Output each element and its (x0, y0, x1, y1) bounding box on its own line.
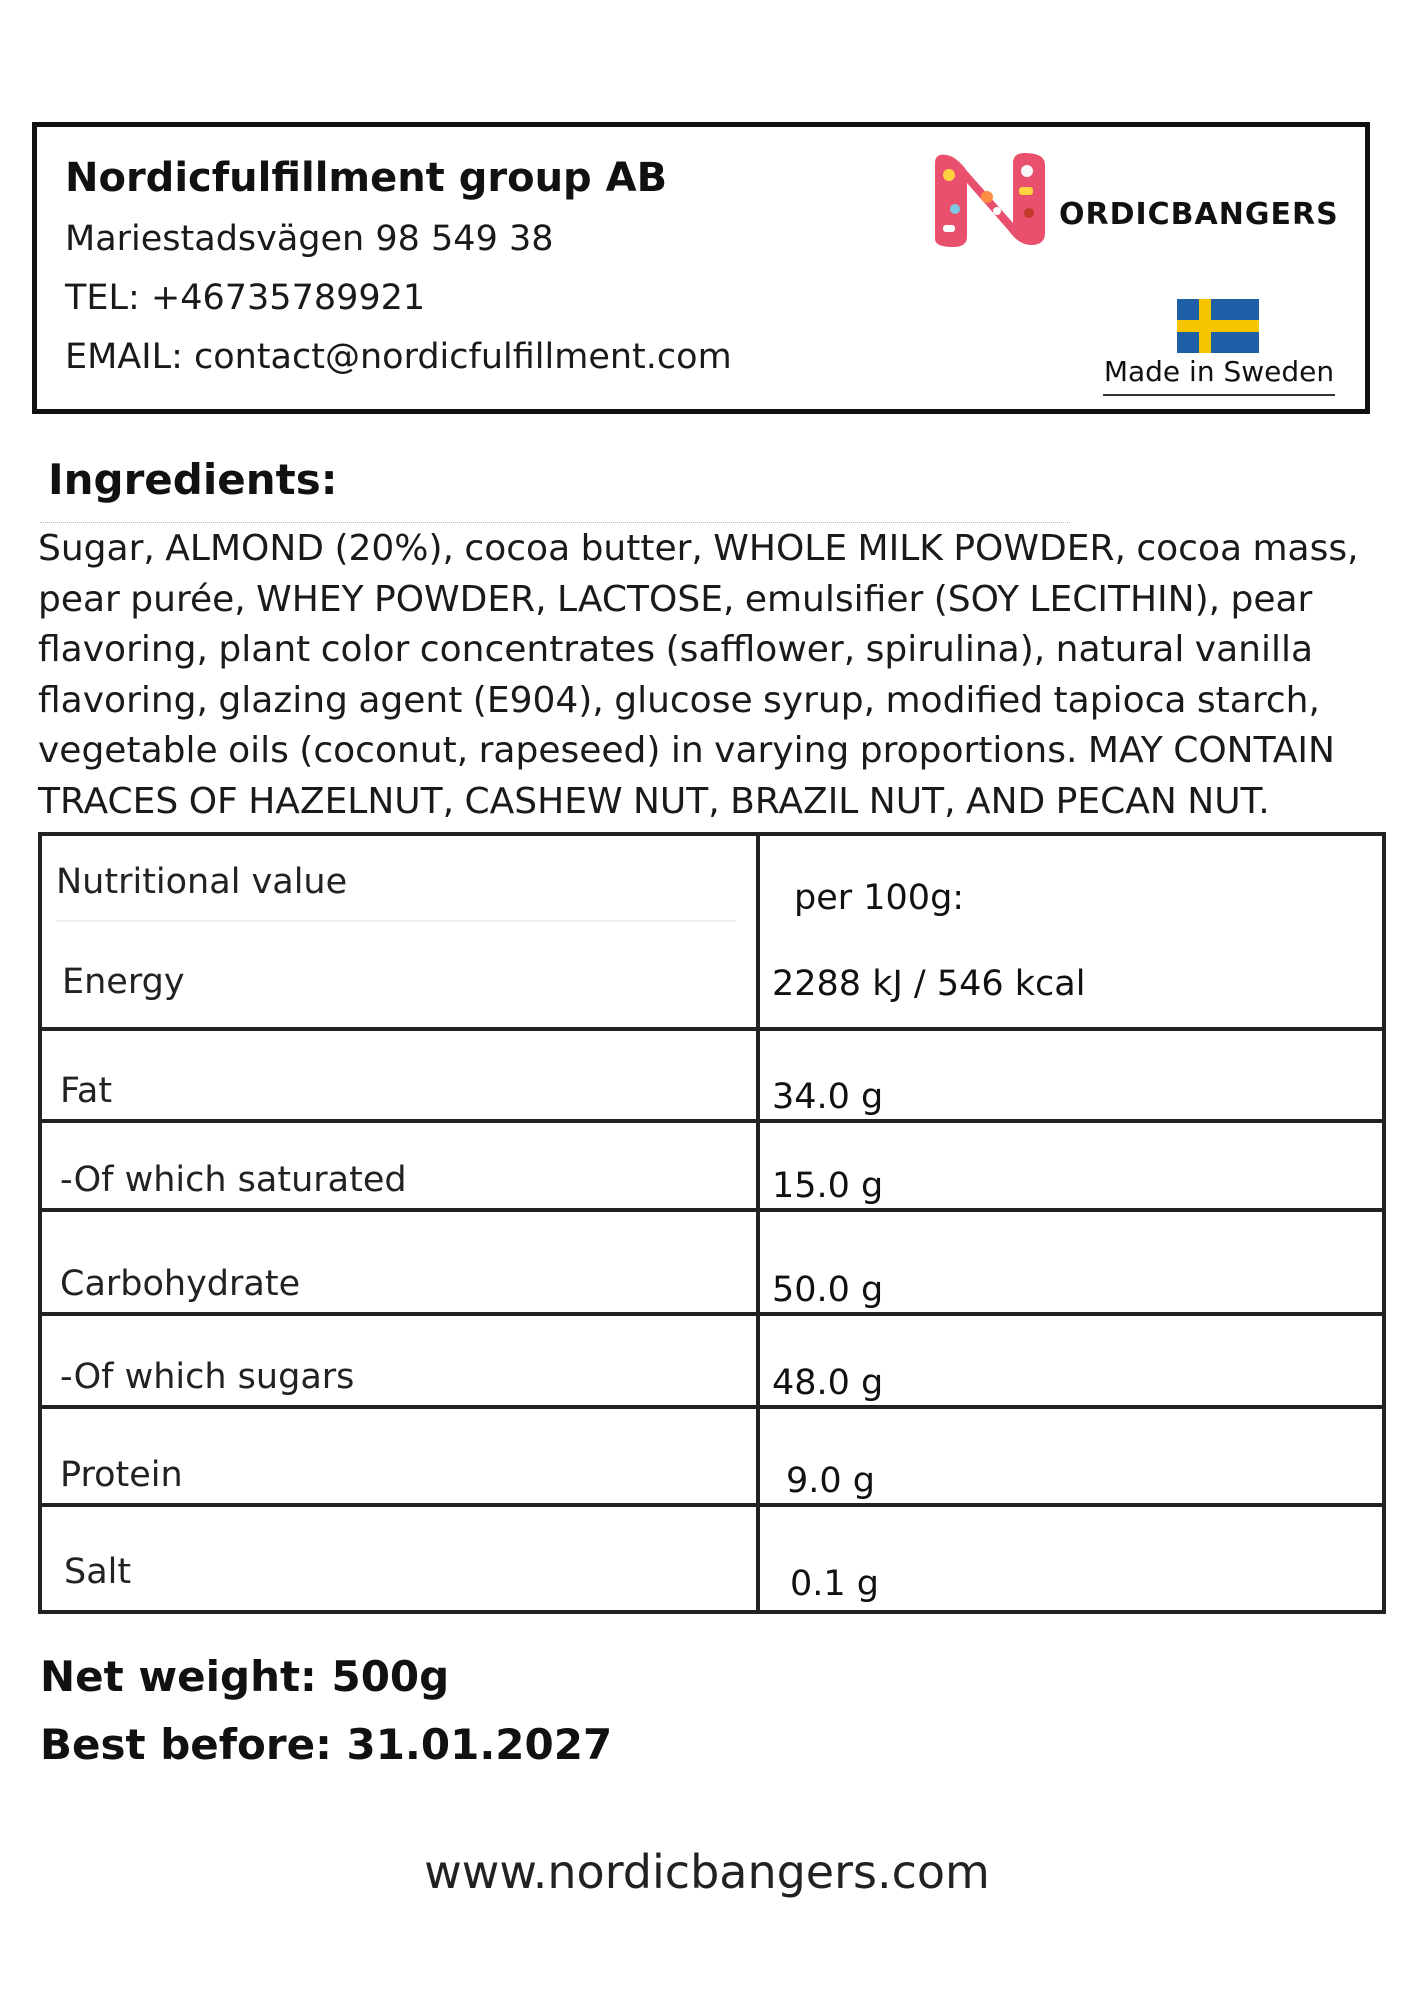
logo-text: ORDICBANGERS (1059, 197, 1339, 232)
nutrient-label: Salt (40, 1505, 758, 1612)
table-row (40, 1505, 1384, 1612)
nutrient-value: 50.0 g (758, 1210, 1384, 1315)
net-weight: Net weight: 500g (40, 1652, 450, 1701)
table-row (40, 1121, 1384, 1209)
nutrient-label: Carbohydrate (40, 1210, 758, 1315)
nutrient-label: -Of which sugars (40, 1314, 758, 1406)
nutrient-label: Energy (62, 962, 185, 1002)
company-email: EMAIL: contact@nordicfulfillment.com (65, 337, 732, 377)
company-name: Nordicfulfillment group AB (65, 155, 668, 201)
nordicbangers-logo (927, 149, 1347, 249)
candy-n-logo-icon (927, 149, 1057, 249)
nutrition-table (38, 832, 1386, 1614)
nutrient-label: Protein (40, 1407, 758, 1506)
nutrient-label: Fat (40, 1029, 758, 1121)
table-row (40, 1407, 1384, 1506)
nutrient-value: 9.0 g (758, 1407, 1384, 1506)
nutrient-value: 34.0 g (758, 1029, 1384, 1121)
company-address: Mariestadsvägen 98 549 38 (65, 219, 554, 259)
company-phone: TEL: +46735789921 (65, 278, 426, 318)
table-row (40, 1314, 1384, 1406)
sweden-flag-icon (1177, 299, 1259, 353)
nutrient-value: 15.0 g (758, 1121, 1384, 1209)
table-row (40, 1210, 1384, 1315)
nutrient-value: 2288 kJ / 546 kcal (772, 964, 1086, 1004)
origin-label: Made in Sweden (1103, 355, 1335, 396)
divider (40, 522, 1070, 523)
ingredients-text: Sugar, ALMOND (20%), cocoa butter, WHOLE MILK POWDER, cocoa mass, pear purée, WHEY POWDER, LACTOSE, emulsifier (SOY LECITHIN), pear flavoring, plant color concentrates (safflower, spirulina), natural vanilla flavoring, glazing agent (E904), glucose syrup, modified tapioca starch, vegetable oils (coconut, rapeseed) in varying proportions. MAY CONTAIN TRACES OF HAZELNUT, CASHEW NUT, BRAZIL NUT, AND PECAN NUT. (38, 528, 1359, 822)
company-info-box (32, 122, 1370, 414)
nutrition-header-value: per 100g: (794, 878, 965, 918)
nutrient-value: 48.0 g (758, 1314, 1384, 1406)
best-before: Best before: 31.01.2027 (40, 1720, 613, 1769)
table-row (40, 1029, 1384, 1121)
ingredients-title: Ingredients: (48, 455, 338, 504)
website-url: www.nordicbangers.com (424, 1845, 990, 1899)
nutrient-value: 0.1 g (758, 1505, 1384, 1612)
nutrition-header-label: Nutritional value (56, 836, 736, 922)
nutrition-header-cell (40, 834, 758, 1029)
table-row (40, 834, 1384, 1029)
nutrition-header-value-cell (758, 834, 1384, 1029)
nutrient-label: -Of which saturated (40, 1121, 758, 1209)
